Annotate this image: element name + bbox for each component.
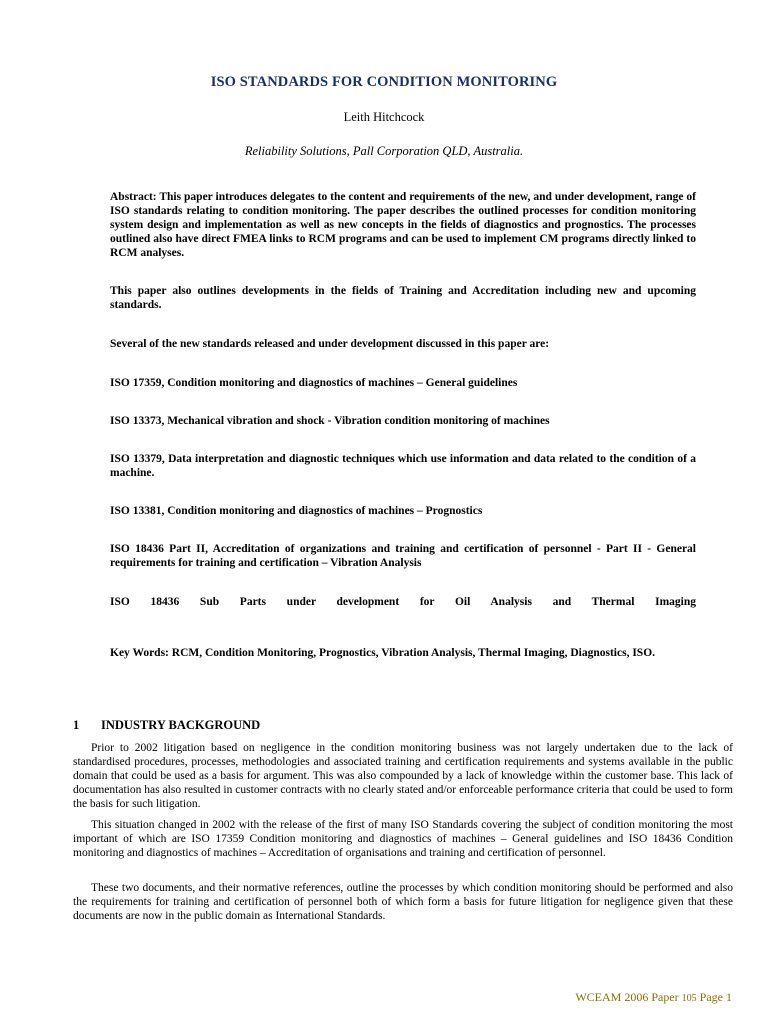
- standard-item-iso-13381: ISO 13381, Condition monitoring and diagnostics of machines – Prognostics: [110, 505, 483, 517]
- standard-item-iso-17359: ISO 17359, Condition monitoring and diagnostics of machines – General guidelines: [110, 377, 518, 389]
- section-title: INDUSTRY BACKGROUND: [101, 718, 261, 732]
- body-paragraph: These two documents, and their normative references, outline the processes by which condition monitoring should be performed and also the requirements for training and certification of personnel both of which form a basis for future litigation for negligence given that these documents are now in the public domain as International Standards.: [73, 882, 733, 922]
- author-affiliation: Reliability Solutions, Pall Corporation QLD, Australia.: [244, 144, 524, 158]
- abstract-standards-intro: Several of the new standards released and under development discussed in this paper are:: [110, 338, 550, 350]
- standard-item-iso-18436-sub-parts: ISO 18436 Sub Parts under development for Oil Analysis and Thermal Imaging: [110, 596, 696, 608]
- standard-item-iso-13373: ISO 13373, Mechanical vibration and shock - Vibration condition monitoring of machines: [110, 415, 550, 427]
- body-paragraph: This situation changed in 2002 with the release of the first of many ISO Standards covering the subject of condition monitoring the most important of which are ISO 17359 Condition monitoring and diagnostics of machines – General guidelines and ISO 18436 Condition monitoring and diagnostics of machines – Accreditation of organisations and training and certification of personnel.: [73, 819, 733, 859]
- abstract-paragraph: Abstract: This paper introduces delegates to the content and requirements of the new, and under development, range of ISO standards relating to condition monitoring. The paper describes the outlined processes for condition monitoring system design and implementation as well as new concepts in the fields of diagnostics and prognostics. The processes outlined also have direct FMEA links to RCM programs and can be used to implement CM programs directly linked to RCM analyses.: [110, 191, 696, 259]
- section-heading: [73, 718, 260, 733]
- section-number: 1: [73, 718, 80, 732]
- standard-item-iso-13379: ISO 13379, Data interpretation and diagnostic techniques which use information and data related to the condition of a machine.: [110, 453, 696, 479]
- standard-item-iso-18436-part-2: ISO 18436 Part II, Accreditation of organizations and training and certification of personnel - Part II - General requirements for training and certification – Vibration Analysis: [110, 543, 696, 569]
- abstract-training-paragraph: This paper also outlines developments in the fields of Training and Accreditation including new and upcoming standards.: [110, 285, 696, 311]
- footer-paper-number: 105: [681, 993, 697, 1004]
- body-paragraph: Prior to 2002 litigation based on negligence in the condition monitoring business was not largely undertaken due to the lack of standardised procedures, processes, methodologies and associated training and certification requirements and systems available in the public domain that could be used as a basis for argument. This was also compounded by a lack of knowledge within the customer base. This lack of documentation has also resulted in customer contracts with no clearly stated and/or enforceable performance criteria that could be used to form the basis for such litigation.: [73, 742, 733, 810]
- footer-prefix: WCEAM 2006 Paper: [575, 990, 682, 1004]
- author-name: Leith Hitchcock: [343, 110, 425, 124]
- page-footer: [575, 990, 732, 1005]
- footer-page-label: Page 1: [696, 990, 732, 1004]
- keywords-line: Key Words: RCM, Condition Monitoring, Prognostics, Vibration Analysis, Thermal Imaging, Diagnostics, ISO.: [110, 647, 656, 659]
- paper-title: ISO STANDARDS FOR CONDITION MONITORING: [210, 74, 558, 90]
